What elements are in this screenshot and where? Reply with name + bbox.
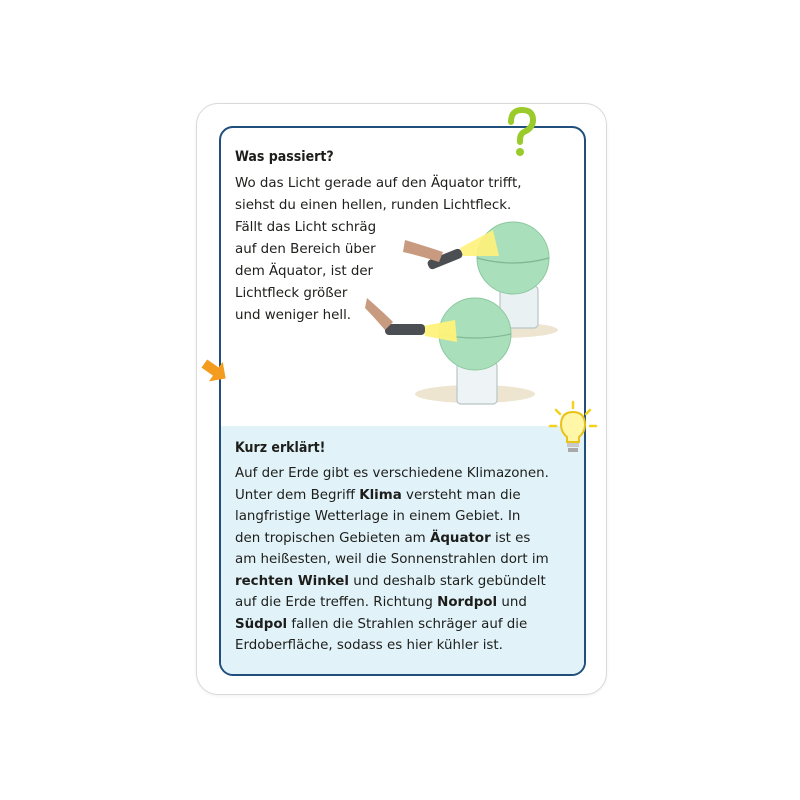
explanation-line: Unter dem Begriff Klima versteht man die bbox=[235, 487, 521, 503]
what-line: siehst du einen hellen, runden Lichtfleck. bbox=[235, 198, 512, 213]
light-bulb-icon bbox=[548, 400, 598, 458]
explanation-line: Auf der Erde gibt es verschiedene Klimazonen. bbox=[235, 466, 549, 481]
bold-term: Äquator bbox=[429, 530, 491, 546]
explanation-line: den tropischen Gebieten am Äquator ist es bbox=[235, 530, 531, 546]
explanation-line: am heißesten, weil die Sonnenstrahlen dort im bbox=[235, 552, 549, 567]
question-mark-icon bbox=[503, 106, 539, 158]
what-line: Wo das Licht gerade auf den Äquator trifft, bbox=[235, 176, 522, 191]
heading-what-happens: Was passiert? bbox=[235, 149, 334, 165]
arrow-icon bbox=[200, 356, 230, 386]
what-line: auf den Bereich über bbox=[235, 242, 376, 257]
bold-term: Klima bbox=[359, 487, 402, 503]
explanation-line: langfristige Wetterlage in einem Gebiet. In bbox=[235, 509, 521, 524]
explanation-line: auf die Erde treffen. Richtung Nordpol und bbox=[235, 595, 527, 610]
what-line: Fällt das Licht schräg bbox=[235, 220, 377, 235]
globe-experiment-illustration bbox=[365, 212, 575, 412]
bold-term: Nordpol bbox=[437, 595, 498, 610]
what-line: und weniger hell. bbox=[235, 308, 352, 323]
bold-term: rechten Winkel bbox=[235, 573, 349, 589]
what-line: dem Äquator, ist der bbox=[235, 264, 374, 279]
what-line: Lichtfleck größer bbox=[235, 286, 348, 301]
explanation-line: Erdoberfläche, sodass es hier kühler ist. bbox=[235, 638, 503, 653]
explanation-line: rechten Winkel und deshalb stark gebündelt bbox=[235, 573, 546, 589]
explanation-line: Südpol fallen die Strahlen schräger auf die bbox=[235, 616, 528, 632]
heading-briefly-explained: Kurz erklärt! bbox=[235, 440, 326, 456]
bold-term: Südpol bbox=[235, 616, 288, 632]
